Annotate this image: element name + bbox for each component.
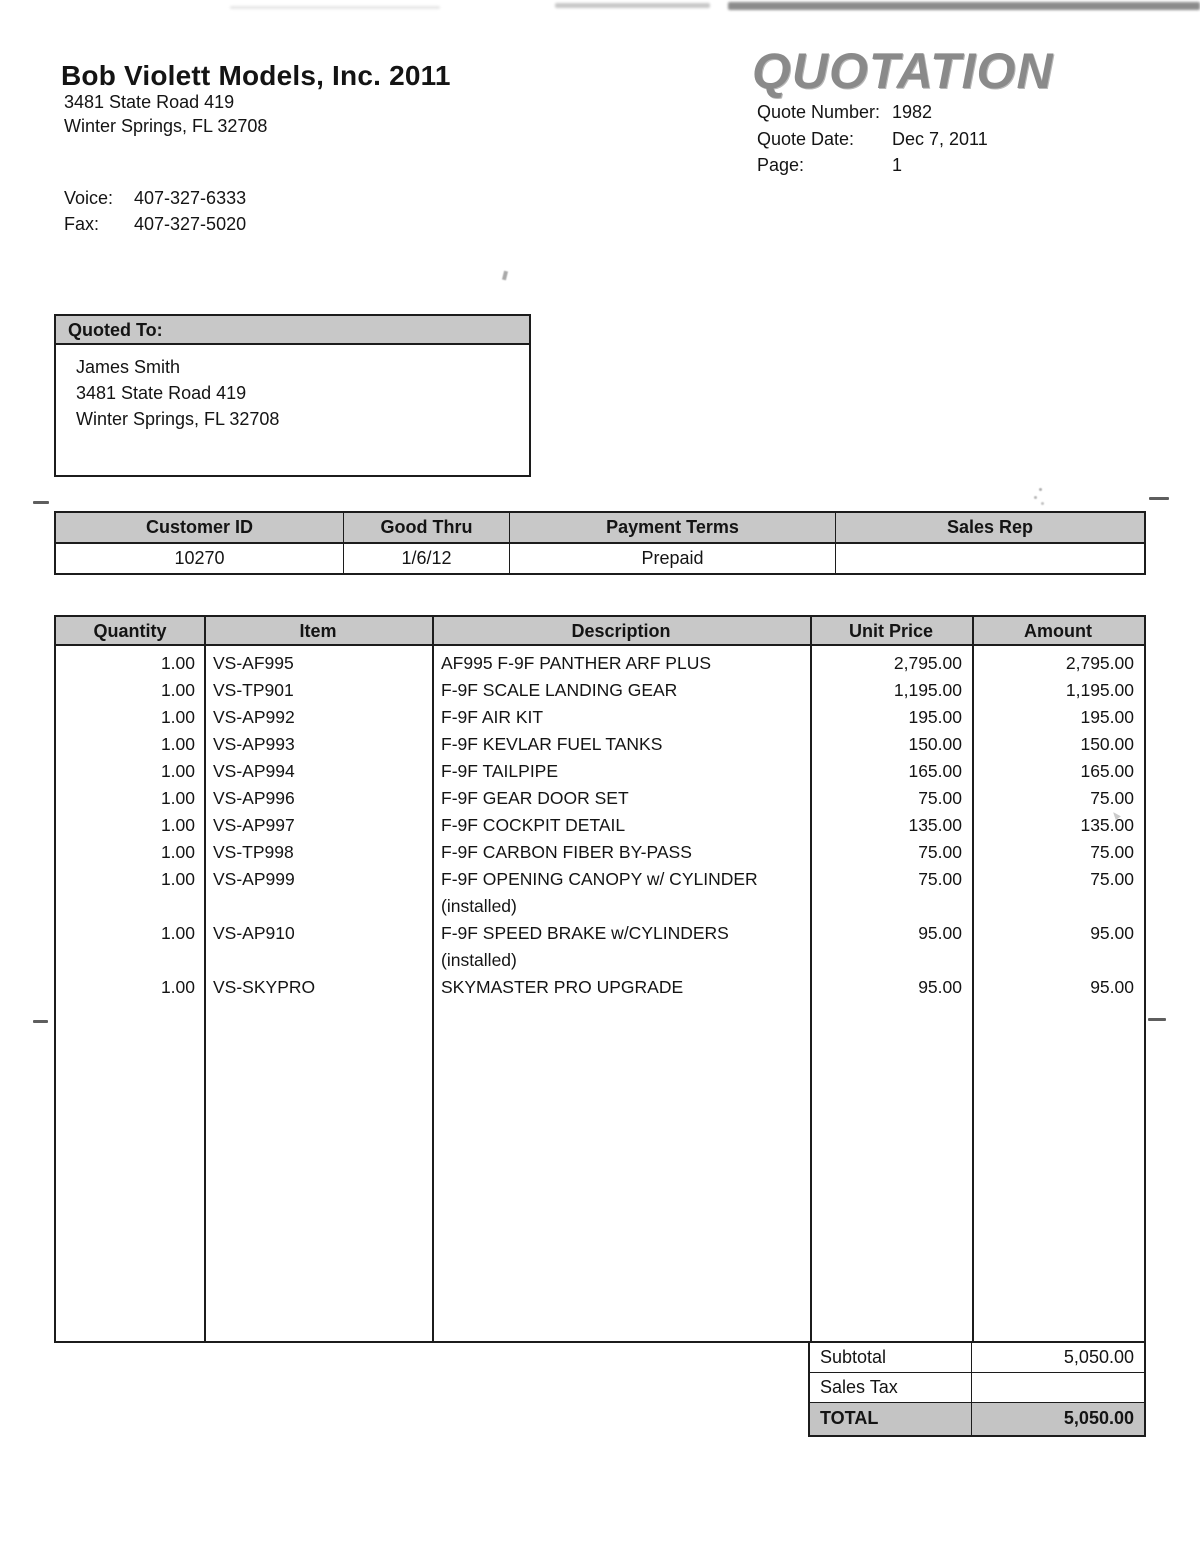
subtotal-row bbox=[810, 1343, 1144, 1373]
item-cell-item: VS-AP993 bbox=[213, 734, 295, 754]
item-cell-qty: 1.00 bbox=[160, 977, 195, 997]
item-cell-desc bbox=[432, 650, 810, 677]
item-cell-unit_price: 1,195.00 bbox=[893, 680, 962, 700]
item-cell-desc bbox=[432, 785, 810, 812]
subtotal-value: 5,050.00 bbox=[1063, 1347, 1134, 1367]
total-label: TOTAL bbox=[810, 1403, 972, 1435]
item-row bbox=[56, 677, 1144, 704]
company-address-line2: Winter Springs, FL 32708 bbox=[64, 116, 268, 136]
item-cell-desc bbox=[432, 677, 810, 704]
item-cell-amount: 95.00 bbox=[1090, 977, 1134, 997]
item-desc-line1: F-9F COCKPIT DETAIL bbox=[441, 815, 626, 835]
items-body bbox=[56, 646, 1144, 1001]
document-title: QUOTATION bbox=[752, 43, 1054, 99]
scan-speck bbox=[502, 271, 508, 281]
item-cell-amount: 195.00 bbox=[1080, 707, 1134, 727]
items-header-row bbox=[56, 617, 1144, 646]
good-thru-value: 1/6/12 bbox=[344, 544, 510, 573]
scan-speck bbox=[1039, 488, 1042, 491]
quote-date-label: Quote Date: bbox=[757, 128, 855, 149]
item-cell-unit_price: 75.00 bbox=[918, 788, 962, 808]
item-cell-item: VS-AP999 bbox=[213, 869, 295, 889]
item-cell-item: VS-TP998 bbox=[213, 842, 294, 862]
column-divider bbox=[810, 617, 812, 1341]
items-table bbox=[54, 615, 1146, 1343]
item-cell-unit_price: 150.00 bbox=[908, 734, 962, 754]
item-cell-desc bbox=[432, 920, 810, 974]
quote-page-label: Page: bbox=[757, 155, 805, 175]
quote-date-row bbox=[757, 126, 988, 153]
sales-rep-header: Sales Rep bbox=[946, 517, 1034, 537]
item-desc-line2: (installed) bbox=[441, 950, 517, 970]
item-cell-qty: 1.00 bbox=[160, 788, 195, 808]
scan-artifact bbox=[230, 6, 440, 9]
margin-tick bbox=[33, 501, 49, 504]
item-row bbox=[56, 650, 1144, 677]
subtotal-label: Subtotal bbox=[810, 1343, 972, 1372]
item-desc-line1: F-9F SPEED BRAKE w/CYLINDERS bbox=[441, 923, 729, 943]
item-cell-amount: 150.00 bbox=[1080, 734, 1134, 754]
item-cell-qty: 1.00 bbox=[160, 761, 195, 781]
voice-label: Voice: bbox=[64, 188, 114, 208]
customer-id-header: Customer ID bbox=[56, 513, 344, 542]
good-thru-header: Good Thru bbox=[344, 513, 510, 542]
item-desc-line1: F-9F GEAR DOOR SET bbox=[441, 788, 629, 808]
item-desc-line2: (installed) bbox=[441, 896, 517, 916]
item-cell-amount: 75.00 bbox=[1090, 788, 1134, 808]
item-desc-line1: F-9F AIR KIT bbox=[441, 707, 544, 727]
quantity-header: Quantity bbox=[93, 621, 167, 641]
column-divider bbox=[432, 617, 434, 1341]
customer-info-value-row bbox=[56, 544, 1144, 573]
item-row bbox=[56, 731, 1144, 758]
unit-price-header: Unit Price bbox=[848, 621, 934, 641]
item-cell-item: VS-SKYPRO bbox=[213, 977, 316, 997]
item-cell-qty: 1.00 bbox=[160, 707, 195, 727]
item-cell-desc bbox=[432, 839, 810, 866]
item-desc-line1: F-9F OPENING CANOPY w/ CYLINDER bbox=[441, 869, 758, 889]
item-cell-qty: 1.00 bbox=[160, 869, 195, 889]
amount-header: Amount bbox=[1024, 621, 1092, 641]
quote-number-label: Quote Number: bbox=[757, 102, 881, 122]
item-cell-amount: 75.00 bbox=[1090, 842, 1134, 862]
item-desc-line1: F-9F KEVLAR FUEL TANKS bbox=[441, 734, 663, 754]
quoted-to-address bbox=[56, 345, 529, 432]
item-desc-line1: SKYMASTER PRO UPGRADE bbox=[441, 977, 684, 997]
item-cell-unit_price: 165.00 bbox=[908, 761, 962, 781]
item-row bbox=[56, 839, 1144, 866]
quote-info bbox=[757, 99, 988, 179]
item-header: Item bbox=[299, 621, 337, 641]
item-cell-qty: 1.00 bbox=[160, 815, 195, 835]
totals-section bbox=[808, 1343, 1146, 1437]
item-cell-qty: 1.00 bbox=[160, 842, 195, 862]
item-cell-unit_price: 95.00 bbox=[918, 977, 962, 997]
customer-info-table bbox=[54, 511, 1146, 575]
company-name: Bob Violett Models, Inc. 2011 bbox=[61, 60, 451, 91]
item-cell-item: VS-AP992 bbox=[213, 707, 295, 727]
item-row bbox=[56, 758, 1144, 785]
item-cell-amount: 2,795.00 bbox=[1065, 653, 1134, 673]
column-divider bbox=[204, 617, 206, 1341]
margin-tick bbox=[1149, 497, 1169, 500]
item-cell-unit_price: 75.00 bbox=[918, 842, 962, 862]
quoted-to-city: Winter Springs, FL 32708 bbox=[76, 409, 280, 429]
margin-tick bbox=[1148, 1018, 1166, 1021]
item-cell-item: VS-AP997 bbox=[213, 815, 295, 835]
item-cell-qty: 1.00 bbox=[160, 734, 195, 754]
item-cell-desc bbox=[432, 866, 810, 920]
item-cell-desc bbox=[432, 758, 810, 785]
company-contact bbox=[64, 185, 246, 237]
scan-artifact bbox=[728, 2, 1200, 10]
item-cell-item: VS-AP996 bbox=[213, 788, 295, 808]
sales-tax-row bbox=[810, 1373, 1144, 1403]
item-cell-item: VS-AP994 bbox=[213, 761, 295, 781]
column-divider bbox=[972, 617, 974, 1341]
quoted-to-street: 3481 State Road 419 bbox=[76, 383, 247, 403]
item-cell-desc bbox=[432, 974, 810, 1001]
item-cell-qty: 1.00 bbox=[160, 923, 195, 943]
fax-row bbox=[64, 211, 246, 237]
scan-artifact bbox=[555, 3, 710, 8]
item-cell-unit_price: 2,795.00 bbox=[893, 653, 962, 673]
item-cell-amount: 75.00 bbox=[1090, 869, 1134, 889]
quote-number-row bbox=[757, 99, 988, 126]
quoted-to-box bbox=[54, 314, 531, 477]
customer-info-header-row bbox=[56, 513, 1144, 544]
description-header: Description bbox=[571, 621, 671, 641]
voice-number: 407-327-6333 bbox=[134, 188, 247, 208]
voice-row bbox=[64, 185, 246, 211]
item-cell-unit_price: 195.00 bbox=[908, 707, 962, 727]
sales-rep-value bbox=[836, 544, 1144, 573]
item-cell-item: VS-TP901 bbox=[213, 680, 294, 700]
item-row bbox=[56, 866, 1144, 920]
customer-id-value: 10270 bbox=[56, 544, 344, 573]
company-address-line1: 3481 State Road 419 bbox=[64, 92, 235, 112]
total-row bbox=[810, 1403, 1144, 1435]
item-cell-amount: 135.00 bbox=[1080, 815, 1134, 835]
item-cell-desc bbox=[432, 704, 810, 731]
item-row bbox=[56, 785, 1144, 812]
item-cell-unit_price: 95.00 bbox=[918, 923, 962, 943]
fax-number: 407-327-5020 bbox=[134, 214, 247, 234]
item-cell-unit_price: 75.00 bbox=[918, 869, 962, 889]
quote-date-value: Dec 7, 2011 bbox=[892, 128, 988, 149]
item-cell-item: VS-AP910 bbox=[213, 923, 295, 943]
item-cell-unit_price: 135.00 bbox=[908, 815, 962, 835]
item-desc-line1: F-9F CARBON FIBER BY-PASS bbox=[441, 842, 692, 862]
item-cell-amount: 1,195.00 bbox=[1065, 680, 1134, 700]
item-cell-qty: 1.00 bbox=[160, 680, 195, 700]
margin-tick bbox=[33, 1020, 48, 1023]
item-cell-desc bbox=[432, 812, 810, 839]
quote-number-value: 1982 bbox=[892, 102, 933, 122]
item-row bbox=[56, 812, 1144, 839]
item-cell-amount: 165.00 bbox=[1080, 761, 1134, 781]
quoted-to-name: James Smith bbox=[76, 357, 181, 377]
quote-page-row bbox=[757, 152, 988, 179]
payment-terms-value: Prepaid bbox=[510, 544, 836, 573]
item-row bbox=[56, 704, 1144, 731]
quote-page-value: 1 bbox=[892, 155, 903, 175]
item-cell-item: VS-AF995 bbox=[213, 653, 294, 673]
payment-terms-header: Payment Terms bbox=[510, 513, 836, 542]
item-desc-line1: AF995 F-9F PANTHER ARF PLUS bbox=[441, 653, 712, 673]
item-cell-desc bbox=[432, 731, 810, 758]
sales-tax-value bbox=[972, 1373, 1144, 1402]
item-desc-line1: F-9F TAILPIPE bbox=[441, 761, 559, 781]
item-row bbox=[56, 920, 1144, 974]
fax-label: Fax: bbox=[64, 214, 100, 234]
quoted-to-header: Quoted To: bbox=[56, 316, 529, 345]
total-value: 5,050.00 bbox=[1063, 1408, 1134, 1428]
item-row bbox=[56, 974, 1144, 1001]
item-desc-line1: F-9F SCALE LANDING GEAR bbox=[441, 680, 678, 700]
item-cell-qty: 1.00 bbox=[160, 653, 195, 673]
item-cell-amount: 95.00 bbox=[1090, 923, 1134, 943]
sales-tax-label: Sales Tax bbox=[810, 1373, 972, 1402]
